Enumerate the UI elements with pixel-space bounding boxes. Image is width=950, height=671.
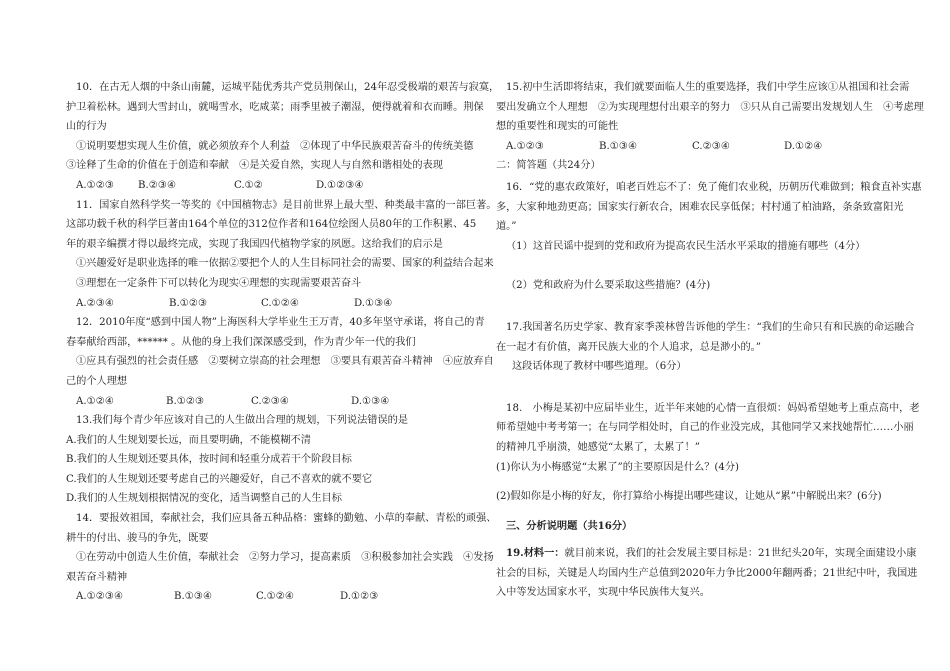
option-a[interactable]: A.①②③: [76, 179, 114, 191]
material-label: 19.材料一：: [506, 547, 565, 560]
question-text: 要出发确立个人理想 ②为实现理想付出艰辛的努力 ③只从自己需要出发规划人生 ④考虑理: [496, 101, 924, 113]
option-c[interactable]: C.①②④: [261, 297, 300, 309]
question-text: 16．“党的惠农政策好，咱老百姓忘不了：免了俺们农业税，历朝历代难做到；粮食直补实惠: [506, 181, 922, 193]
question-12: [66, 313, 494, 411]
option-c[interactable]: C.②③④: [251, 395, 290, 407]
statement-line: 艰苦奋斗精神: [66, 571, 128, 583]
question-text: [496, 544, 917, 564]
statement-line: ③诠释了生命的价值在于创造和奉献 ④是关爱自然，实现人与自然和谐相处的表现: [66, 160, 443, 172]
left-column: [66, 78, 500, 607]
option-c[interactable]: C.①②④: [256, 591, 295, 603]
sub-question: （1）这首民谣中提到的党和政府为提高农民生活水平采取的措施有哪些（4分）: [506, 240, 866, 252]
question-10: [66, 78, 500, 196]
option-d[interactable]: D.①③④: [354, 297, 393, 309]
statement-line: ③理想在一定条件下可以转化为现实④理想的实现需要艰苦奋斗: [76, 277, 362, 289]
question-text: 师希望她中考考第一；在与同学相处时，自己的作业没完成，其他同学又来找她帮忙……小丽: [496, 422, 914, 434]
question-text: 山的行为: [66, 121, 107, 133]
option-a[interactable]: A.①②③: [506, 140, 544, 152]
question-text: 在一起才有价值，离开民族大业的个人追求，总是渺小的。”: [496, 341, 761, 353]
question-text: 15.初中生活即将结束，我们就要面临人生的重要选择，我们中学生应该①从祖国和社会需: [506, 82, 910, 93]
statement-line: ①说明要想实现人生价值，就必须放弃个人利益 ②体现了中华民族艰苦奋斗的传统美德: [76, 140, 474, 152]
sub-question: (2)假如你是小梅的好友，你打算给小梅提出哪些建议，让她从“累”中解脱出来？(6分): [496, 491, 882, 503]
right-column: [496, 78, 924, 603]
question-14: [66, 509, 497, 607]
sub-question: (1)你认为小梅感觉“太累了”的主要原因是什么？(4分): [496, 461, 740, 473]
question-text: 10．在古无人烟的中条山南麓，运城平陆优秀共产党员荆保山，24年忍受极端的艰苦与寂寞，: [76, 82, 500, 93]
options-row: [66, 392, 471, 412]
question-19: [496, 544, 918, 603]
question-text: 社会的目标，关键是人均国内生产总值到2020年力争比2000年翻两番；21世纪中叶，我国进: [496, 567, 918, 579]
question-text: 年的艰辛编撰才得以最终完成，实现了我国四代植物学家的夙愿。这给我们的启示是: [66, 238, 443, 250]
question-text: 13.我们每个青少年应该对自己的人生做出合理的规划，下列说法错误的是: [76, 415, 409, 427]
option-c[interactable]: C.①②: [234, 179, 263, 191]
question-text: 春奉献给西部，****** 。从他的身上我们深深感受到，作为青少年一代的我们: [66, 336, 416, 348]
material-text: 就目前来说，我们的社会发展主要目标是：21世纪头20年，实现全面建设小康: [564, 548, 917, 560]
question-text: 14．要报效祖国，奉献社会，我们应具备五种品格：蜜蜂的勤勉、小草的奉献、青松的顽强、: [76, 513, 497, 525]
statement-line: 己的个人理想: [66, 375, 128, 387]
statement-line: ①应具有强烈的社会责任感 ②要树立崇高的社会理想 ③要具有艰苦奋斗精神 ④应放弃自: [76, 356, 494, 368]
options-row: [66, 587, 471, 607]
question-15: [496, 78, 924, 156]
option-b[interactable]: B.①③④: [174, 591, 213, 603]
option-b[interactable]: B.①③④: [599, 140, 638, 152]
question-13: [66, 411, 471, 509]
choice-b[interactable]: B.我们的人生规划还要具体，按时间和轻重分成若干个阶段目标: [66, 454, 352, 466]
options-row: [66, 294, 471, 314]
question-17: [496, 318, 915, 377]
question-text: 道。”: [496, 221, 517, 233]
question-text: 耕牛的付出、骏马的争先，既要: [66, 532, 209, 544]
question-11: [66, 196, 497, 314]
question-text: 17.我国著名历史学家、教育家季羡林曾告诉他的学生：“我们的生命只有和民族的命运融合: [506, 321, 915, 333]
option-d[interactable]: D.①②③④: [316, 179, 364, 191]
section-heading: 二：简答题（共24分）: [496, 160, 601, 172]
question-text: 的精神几乎崩溃，她感觉“太累了，太累了！”: [496, 441, 700, 453]
question-text: 11．国家自然科学奖一等奖的《中国植物志》是目前世界上最大型、种类最丰富的一部巨著。: [76, 199, 497, 211]
statement-line: ①在劳动中创造人生价值，奉献社会 ②努力学习，提高素质 ③积极参加社会实践 ④发扬: [76, 552, 494, 564]
options-row: [66, 176, 471, 196]
choice-c[interactable]: C.我们的人生规划还要考虑自己的兴趣爱好，自己不喜欢的就不要它: [66, 473, 373, 485]
question-text: 想的重要性和现实的可能性: [496, 121, 619, 133]
question-text: 入中等发达国家水平，实现中华民族伟大复兴。: [496, 587, 710, 599]
options-row: [496, 137, 891, 157]
question-text: 多，大家种地劲更高；国家实行新农合，困难农民享低保；村村通了柏油路，条条致富阳光: [496, 201, 904, 213]
option-b[interactable]: B.①②③: [166, 395, 205, 407]
option-c[interactable]: C.②③④: [692, 140, 731, 152]
question-16: [496, 178, 922, 296]
sub-question: 这段话体现了教材中哪些道理。（6分）: [512, 361, 687, 373]
question-text: 护卫着松林。遇到大雪封山，就喝雪水，吃咸菜；雨季里被子潮湿，便得就着和衣而睡。荆保: [66, 101, 484, 113]
question-18: [496, 399, 920, 507]
option-d[interactable]: D.①③④: [351, 395, 390, 407]
question-text: 12．2010年度“感到中国人物”上海医科大学毕业生王万青，40多年坚守承诺，将自己的青: [76, 317, 485, 329]
option-b[interactable]: B.②③④: [138, 179, 177, 191]
option-d[interactable]: D.①②③: [340, 591, 379, 603]
choice-d[interactable]: D.我们的人生规划根据情况的变化，适当调整自己的人生目标: [66, 493, 342, 505]
section-heading: 三、分析说明题（共16分）: [506, 519, 633, 532]
question-text: 这部功载千秋的科学巨著由164个单位的312位作者和164位绘图人员80年的工作积累、45: [66, 219, 477, 231]
option-a[interactable]: A.①②③④: [76, 591, 124, 603]
question-text: 18. 小梅是某初中应届毕业生，近半年来她的心情一直很烦：妈妈希望她考上重点高中，老: [506, 402, 920, 414]
choice-a[interactable]: A.我们的人生规划要长远，而且要明确，不能模糊不清: [66, 434, 311, 446]
sub-question: （2）党和政府为什么要采取这些措施？(4分): [506, 280, 711, 292]
option-b[interactable]: B.①②③: [169, 297, 208, 309]
option-d[interactable]: D.①②④: [784, 140, 823, 152]
option-a[interactable]: A.②③④: [76, 297, 114, 309]
option-a[interactable]: A.①②④: [76, 395, 114, 407]
statement-line: ①兴趣爱好是职业选择的唯一依据②要把个人的人生目标同社会的需要、国家的利益结合起来: [76, 258, 494, 270]
